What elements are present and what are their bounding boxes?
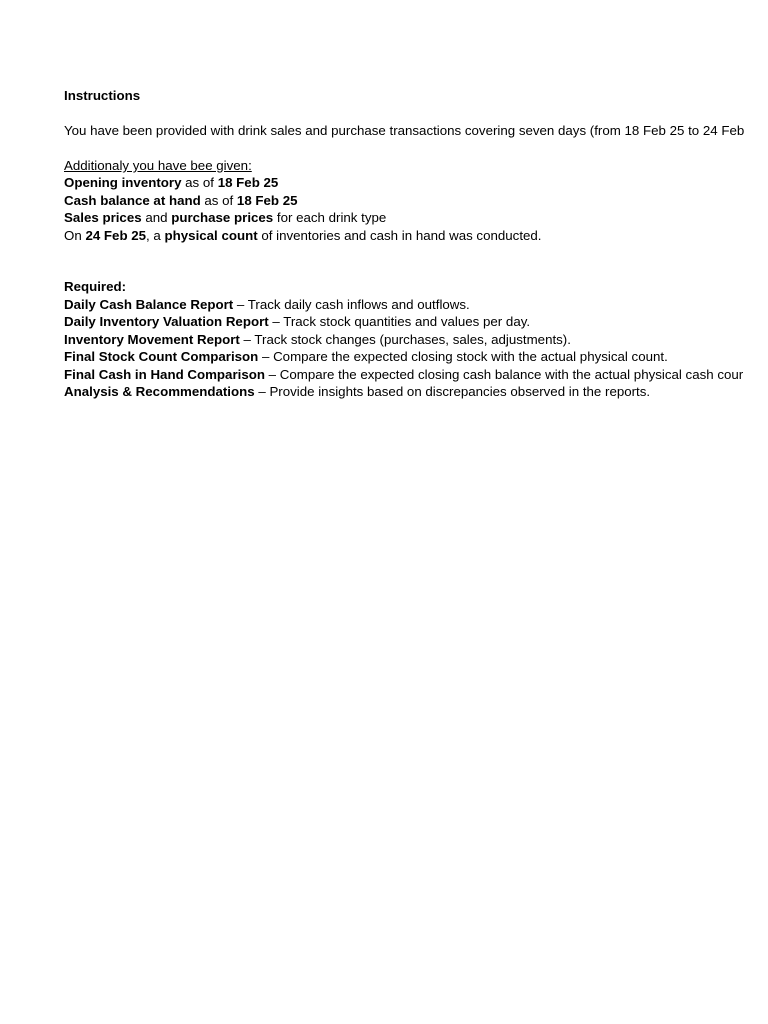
intro-text: You have been provided with drink sales and purchase transactions covering seven days (from 18 Feb 25 to 24 Feb	[64, 123, 745, 138]
required-item-label: Daily Cash Balance Report	[64, 297, 234, 312]
given-physical-count	[64, 227, 542, 244]
required-item-desc: – Track stock quantities and values per day.	[268, 314, 531, 329]
required-heading: Required:	[64, 279, 127, 294]
given-heading: Additionaly you have bee given:	[64, 158, 252, 173]
given-prices	[64, 209, 386, 226]
given-cash-balance	[64, 192, 298, 209]
sales-prices-label: Sales prices	[64, 210, 142, 225]
count-pre: On	[64, 228, 86, 243]
required-item-label: Daily Inventory Valuation Report	[64, 314, 269, 329]
required-item-label: Inventory Movement Report	[64, 332, 240, 347]
required-item-desc: – Track stock changes (purchases, sales, adjustments).	[239, 332, 571, 347]
required-item-desc: – Provide insights based on discrepancies observed in the reports.	[254, 384, 651, 399]
required-item	[64, 296, 470, 313]
required-item	[64, 313, 530, 330]
required-item-label: Analysis & Recommendations	[64, 384, 255, 399]
prices-mid: and	[141, 210, 172, 225]
count-mid: , a	[146, 228, 165, 243]
required-item-label: Final Stock Count Comparison	[64, 349, 259, 364]
required-item	[64, 331, 571, 348]
opening-inventory-mid: as of	[181, 175, 218, 190]
physical-count-label: physical count	[164, 228, 258, 243]
given-opening-inventory	[64, 174, 278, 191]
cash-balance-mid: as of	[200, 193, 237, 208]
required-item-label: Final Cash in Hand Comparison	[64, 367, 265, 382]
required-item-desc: – Track daily cash inflows and outflows.	[233, 297, 470, 312]
opening-inventory-date: 18 Feb 25	[217, 175, 279, 190]
count-rest: of inventories and cash in hand was conducted.	[257, 228, 542, 243]
required-item-desc: – Compare the expected closing cash balance with the actual physical cash cour	[264, 367, 744, 382]
required-item	[64, 383, 650, 400]
instructions-heading: Instructions	[64, 88, 141, 103]
opening-inventory-label: Opening inventory	[64, 175, 182, 190]
cash-balance-label: Cash balance at hand	[64, 193, 201, 208]
prices-rest: for each drink type	[273, 210, 387, 225]
count-date: 24 Feb 25	[85, 228, 147, 243]
cash-balance-date: 18 Feb 25	[236, 193, 298, 208]
required-item	[64, 366, 743, 383]
required-item	[64, 348, 668, 365]
purchase-prices-label: purchase prices	[171, 210, 274, 225]
required-item-desc: – Compare the expected closing stock with the actual physical count.	[258, 349, 668, 364]
